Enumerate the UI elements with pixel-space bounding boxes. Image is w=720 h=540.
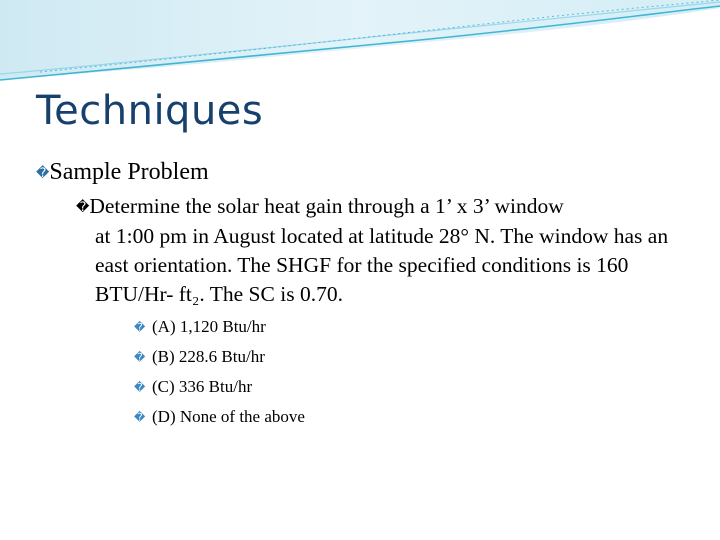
bullet-level-1-text: Sample Problem (49, 159, 209, 185)
answer-option-text: (C) 336 Btu/hr (152, 377, 253, 396)
answer-option-text: (D) None of the above (152, 407, 305, 426)
slide-title: Techniques (36, 88, 264, 134)
answer-option-text: (A) 1,120 Btu/hr (152, 317, 266, 336)
option-bullet-icon: � (134, 411, 146, 424)
option-bullet-icon: � (134, 381, 146, 394)
bullet-icon: � (36, 166, 50, 181)
answer-option (134, 372, 305, 402)
problem-statement-first-line-text: Determine the solar heat gain through a 1’ x 3’ window (89, 194, 564, 218)
answer-option (134, 402, 305, 432)
problem-statement-first-line (76, 192, 676, 222)
bullet-level-1 (36, 156, 209, 190)
answer-option-text: (B) 228.6 Btu/hr (152, 347, 265, 366)
option-bullet-icon: � (134, 321, 146, 334)
header-wave-fill (0, 0, 720, 80)
problem-statement-rest: at 1:00 pm in August located at latitude 28° N. The window has an east orientation. The SHGF for the specified conditions is 160 BTU/Hr- ft₂. The SC is 0.70. (95, 224, 669, 306)
answer-option (134, 312, 305, 342)
option-bullet-icon: � (134, 351, 146, 364)
answer-options (134, 312, 305, 432)
problem-statement (76, 192, 676, 309)
answer-option (134, 342, 305, 372)
bullet-icon: � (76, 200, 90, 215)
